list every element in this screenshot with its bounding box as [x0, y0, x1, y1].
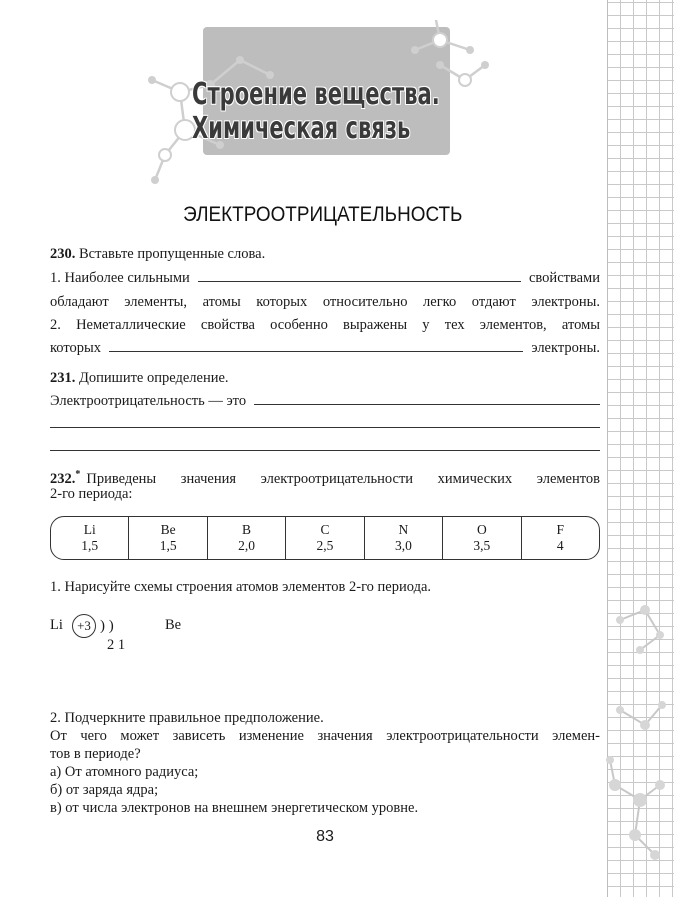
task-230-item2-start: которых	[50, 340, 102, 356]
task-230-item2: 2. Неметаллические свойства особенно выражены у тех элементов, атомы	[50, 317, 600, 333]
task-230-item2-line2	[50, 339, 600, 357]
task-230-header	[50, 245, 600, 263]
chapter-title-line2: Химическая связь	[192, 111, 411, 146]
task-231-instruction: Допишите определение.	[79, 370, 229, 386]
element-value: 4	[556, 538, 564, 553]
task-232-q2-text-line1: От чего может зависеть изменение значения электроотрицательности элемен-	[50, 728, 600, 744]
task-231-definition	[50, 392, 600, 410]
task-230-instruction: Вставьте пропущенные слова.	[79, 246, 266, 262]
task-232-star: *	[75, 469, 81, 480]
task-230-item1-cont: обладают элементы, атомы которых относительно легко отдают электроны.	[50, 294, 600, 310]
section-title: ЭЛЕКТРООТРИЦАТЕЛЬНОСТЬ	[183, 203, 463, 226]
element-value: 1,5	[159, 538, 177, 553]
scheme-li-symbol: Li	[50, 617, 63, 633]
table-cell-c	[285, 517, 363, 559]
task-232-number: 232.	[50, 470, 76, 487]
table-cell-f	[521, 517, 599, 559]
element-value: 2,0	[238, 538, 255, 553]
element-symbol: N	[398, 522, 409, 537]
scheme-be-symbol: Be	[165, 617, 182, 633]
task-230-item1-end: свойствами	[529, 270, 600, 286]
element-symbol: B	[242, 522, 252, 537]
element-symbol: Be	[160, 522, 176, 537]
element-symbol: Li	[83, 522, 96, 537]
table-cell-n	[364, 517, 442, 559]
chapter-title-line1: Строение вещества.	[192, 77, 440, 112]
task-230-item1-start: 1. Наиболее сильными	[50, 270, 190, 286]
element-symbol: O	[476, 522, 487, 537]
task-232-text-line2: 2-го периода:	[50, 486, 133, 502]
element-value: 3,5	[473, 538, 491, 553]
task-232-q2-text-line2: тов в периоде?	[50, 746, 141, 762]
answer-blank-230-2[interactable]	[109, 339, 523, 352]
nucleus-charge: +3	[72, 614, 96, 638]
task-232-q1: 1. Нарисуйте схемы строения атомов элементов 2-го периода.	[50, 579, 432, 595]
electron-shell-arcs: ) )	[100, 618, 114, 634]
task-230-item1	[50, 269, 600, 287]
element-symbol: C	[320, 522, 330, 537]
element-value: 1,5	[81, 538, 99, 553]
table-cell-o	[442, 517, 520, 559]
answer-blank-230-1[interactable]	[198, 269, 521, 282]
table-cell-be	[128, 517, 206, 559]
page-number: 83	[316, 828, 334, 845]
option-a[interactable]: а) От атомного радиуса;	[50, 764, 199, 780]
option-b[interactable]: б) от заряда ядра;	[50, 782, 159, 798]
chapter-title	[192, 77, 440, 146]
task-231-number: 231.	[50, 370, 76, 386]
electronegativity-table	[50, 516, 600, 560]
answer-line-231-2[interactable]	[50, 427, 600, 428]
answer-line-231-3[interactable]	[50, 450, 600, 451]
answer-blank-231-1[interactable]	[254, 392, 600, 405]
element-value: 3,0	[394, 538, 412, 553]
element-value: 2,5	[316, 538, 334, 553]
element-symbol: F	[556, 522, 564, 537]
table-cell-li	[51, 517, 128, 559]
task-232-text-line1: Приведены значения электроотрицательности химических элементов	[86, 470, 600, 487]
task-230-item2-end: электроны.	[531, 340, 600, 356]
electron-counts: 2 1	[107, 637, 126, 653]
task-232-q2: 2. Подчеркните правильное предположение.	[50, 710, 324, 726]
task-230-number: 230.	[50, 246, 76, 262]
option-c[interactable]: в) от числа электронов на внешнем энергетическом уровне.	[50, 800, 419, 816]
task-231-header	[50, 369, 600, 387]
task-231-definition-start: Электроотрицательность — это	[50, 393, 247, 409]
table-cell-b	[207, 517, 285, 559]
